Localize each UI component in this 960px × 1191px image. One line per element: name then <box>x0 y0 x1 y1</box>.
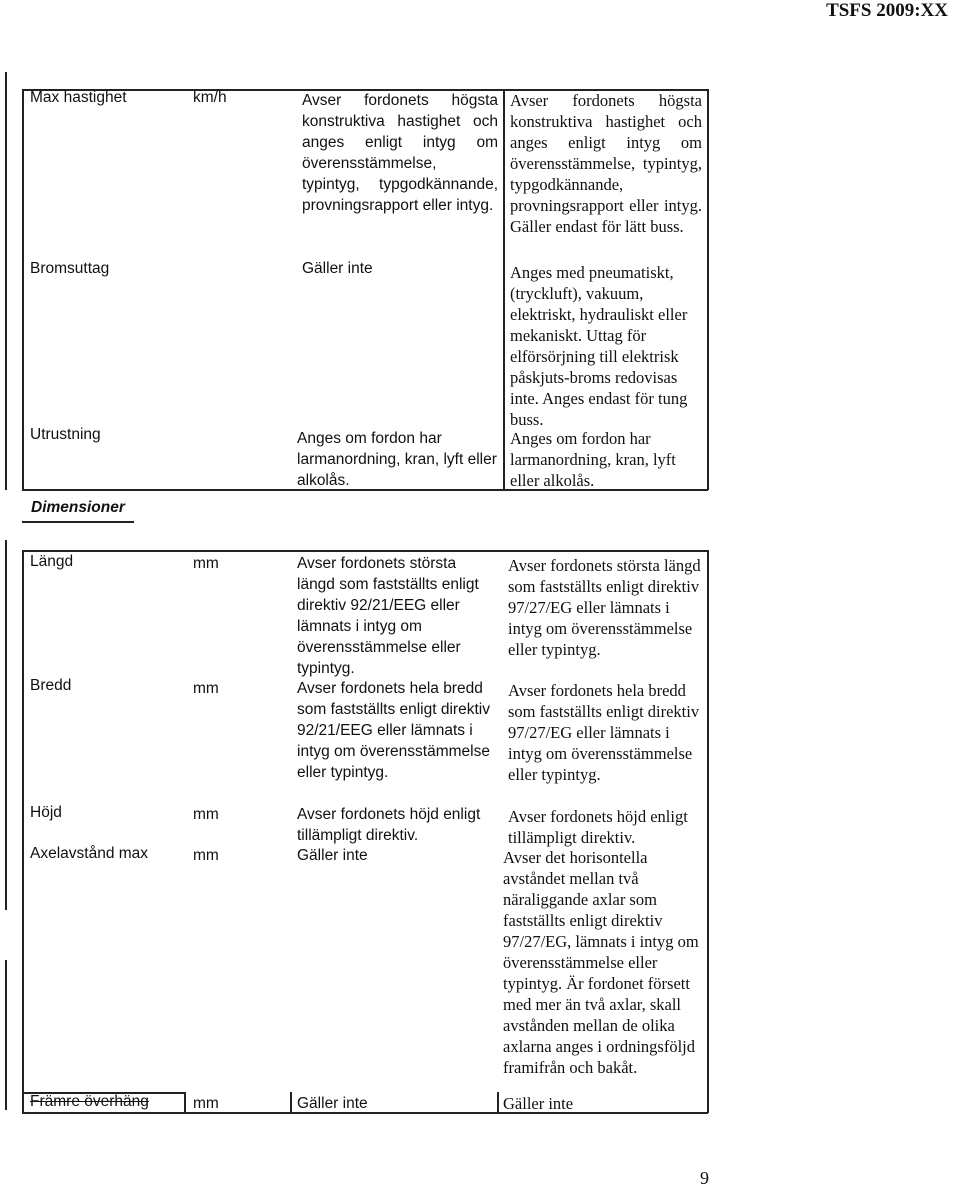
row-label: Bromsuttag <box>30 260 110 277</box>
row-label: Max hastighet <box>30 89 127 106</box>
section-underline <box>22 521 134 523</box>
row-description-alt: Anges om fordon har larmanordning, kran, lyft eller alkolås. <box>510 429 676 490</box>
row-label: Främre överhäng <box>30 1093 149 1110</box>
row-label: Höjd <box>30 804 62 821</box>
row-description-alt: Avser fordonets högsta konstruktiva hastighet och anges enligt intyg om överensstämmelse, typintyg, typgodkännande, provningsrapport eller intyg. Gäller endast för lätt buss. <box>510 91 702 236</box>
row-description: Anges om fordon har larmanordning, kran, lyft eller alkolås. <box>297 430 497 489</box>
row-description: Gäller inte <box>297 847 368 864</box>
row-unit: mm <box>193 555 219 572</box>
row-description-alt: Avser fordonets höjd enligt tillämpligt direktiv. <box>508 807 688 847</box>
row-label: Bredd <box>30 677 72 694</box>
row-unit: mm <box>193 806 219 823</box>
row-label: Axelavstånd max <box>30 845 149 862</box>
row-unit: mm <box>193 680 219 697</box>
document-id: TSFS 2009:XX <box>826 0 948 21</box>
page-number: 9 <box>700 1168 709 1188</box>
row-description: Avser fordonets hela bredd som fastställts enligt direktiv 92/21/EEG eller lämnats i intyg om överensstämmelse eller typintyg. <box>297 680 490 781</box>
row-description-alt: Anges med pneumatiskt, (tryckluft), vakuum, elektriskt, hydrauliskt eller mekaniskt. Uttag för elförsörjning till elektrisk påskjuts-broms redovisas inte. Anges endast för tung buss. <box>510 263 688 429</box>
row-description: Gäller inte <box>297 1095 368 1112</box>
row-description-alt: Avser fordonets största längd som fastställts enligt direktiv 97/27/EG eller lämnats i intyg om överensstämmelse eller typintyg. <box>508 556 701 659</box>
margin-bar <box>5 960 7 1110</box>
row-label: Utrustning <box>30 426 101 443</box>
row-unit: km/h <box>193 89 227 106</box>
margin-bar <box>5 72 7 490</box>
row-description: Avser fordonets höjd enligt tillämpligt direktiv. <box>297 806 481 844</box>
section-title: Dimensioner <box>31 499 125 516</box>
row-label: Längd <box>30 553 74 570</box>
row-description: Avser fordonets högsta konstruktiva hastighet och anges enligt intyg om överensstämmelse, typintyg, typgodkännande, provningsrapport eller intyg. <box>302 92 498 214</box>
row-description-alt: Gäller inte <box>503 1094 574 1113</box>
row-description: Gäller inte <box>302 260 373 277</box>
margin-bar <box>5 540 7 910</box>
row-description: Avser fordonets största längd som fastställts enligt direktiv 92/21/EEG eller lämnats i intyg om överensstämmelse eller typintyg. <box>297 555 479 677</box>
row-description-alt: Avser fordonets hela bredd som fastställts enligt direktiv 97/27/EG eller lämnats i intyg om överensstämmelse eller typintyg. <box>508 681 700 784</box>
row-description-alt: Avser det horisontella avståndet mellan två näraliggande axlar som fastställts enligt direktiv 97/27/EG, lämnats i intyg om överensstämmelse eller typintyg. Är fordonet försett med mer än två axlar, skall avstånden mellan de olika axlarna anges i ordningsföljd framifrån och bakåt. <box>503 848 699 1077</box>
row-unit: mm <box>193 1095 219 1112</box>
row-unit: mm <box>193 847 219 864</box>
